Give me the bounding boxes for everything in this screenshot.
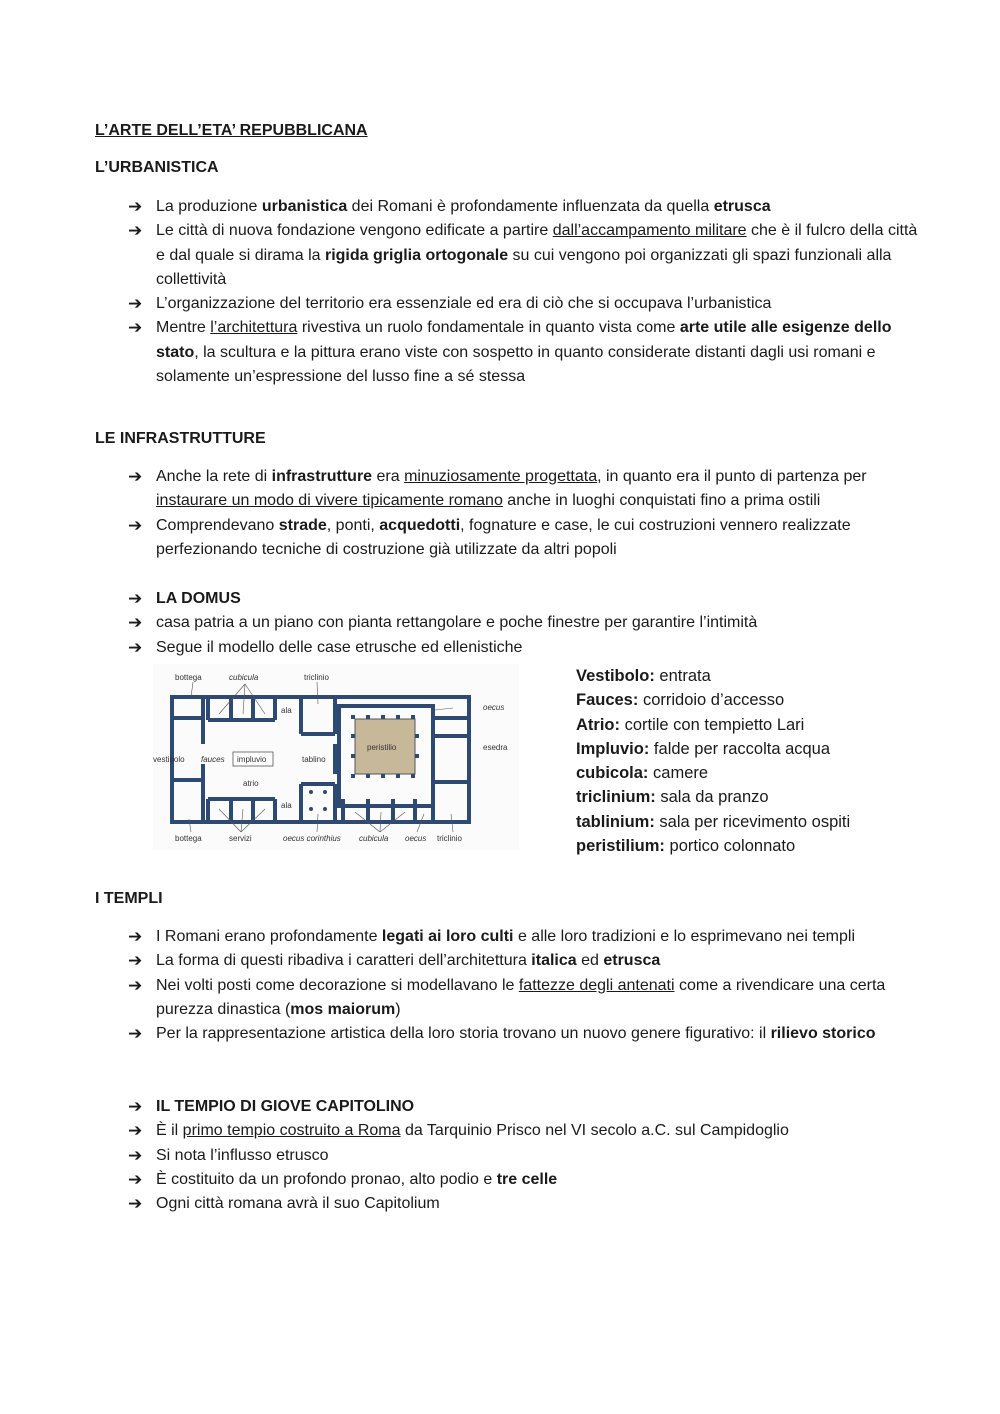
plan-label-peristilio: peristilio	[367, 743, 397, 752]
list-item: ➔ Nei volti posti come decorazione si modellavano le fattezze degli antenati come a rivendicare una certa purezza dinastica (mos maiorum)	[128, 975, 886, 1018]
floor-plan-diagram	[153, 664, 519, 850]
arrow-icon: ➔	[128, 318, 143, 338]
definition-item: Fauces: corridoio d’accesso	[576, 691, 785, 710]
definition-item: Impluvio: falde per raccolta acqua	[576, 739, 831, 758]
plan-label-triclinio-bottom: triclinio	[437, 834, 462, 843]
list-item: ➔ Mentre l’architettura rivestiva un ruolo fondamentale in quanto vista come arte utile alle esigenze dello stato, la scultura e la pittura erano viste con sospetto in quanto considerate distanti dagli usi romani e solamente un’espressione del lusso fine a sé stessa	[128, 318, 892, 386]
list-item: ➔ L’organizzazione del territorio era essenziale ed era di ciò che si occupava l’urbanistica	[128, 292, 918, 316]
list-domus	[128, 587, 918, 660]
list-item	[128, 587, 918, 611]
definition-item: Atrio: cortile con tempietto Lari	[576, 715, 805, 734]
arrow-icon: ➔	[128, 1121, 143, 1141]
list-item: ➔ È costituito da un profondo pronao, alto podio e tre celle	[128, 1168, 918, 1192]
list-item: ➔ I Romani erano profondamente legati ai loro culti e alle loro tradizioni e lo esprimevano nei templi	[128, 925, 918, 949]
arrow-icon: ➔	[128, 221, 143, 241]
list-urbanistica	[128, 195, 918, 389]
arrow-icon: ➔	[128, 589, 143, 608]
heading-infrastrutture: LE INFRASTRUTTURE	[95, 430, 266, 447]
plan-label-oecus-corinthius: oecus corinthius	[283, 834, 341, 843]
definition-item: peristilium: portico colonnato	[576, 837, 796, 856]
list-item: ➔ Per la rappresentazione artistica della loro storia trovano un nuovo genere figurativo: il rilievo storico	[128, 1022, 918, 1046]
arrow-icon: ➔	[128, 927, 143, 946]
definition-item: triclinium: sala da pranzo	[576, 788, 769, 807]
plan-label-bottega-bottom: bottega	[175, 834, 202, 843]
definition-item: Vestibolo: entrata	[576, 667, 711, 685]
page-title: L’ARTE DELL’ETA’ REPUBBLICANA	[95, 122, 368, 139]
arrow-icon: ➔	[128, 1097, 143, 1116]
list-item: ➔ È il primo tempio costruito a Roma da Tarquinio Prisco nel VI secolo a.C. sul Campidoglio	[128, 1119, 918, 1143]
plan-label-atrio: atrio	[243, 779, 259, 788]
plan-label-oecus: oecus	[483, 703, 505, 712]
plan-label-ala: ala	[281, 706, 292, 715]
list-item: ➔ Le città di nuova fondazione vengono edificate a partire dall’accampamento militare che è il fulcro della città e dal quale si dirama la rigida griglia ortogonale su cui vengono poi organizzati gli spazi funzionali alla collettività	[128, 221, 918, 288]
plan-label-ala-bottom: ala	[281, 801, 292, 810]
list-tempio-giove	[128, 1095, 918, 1216]
definition-item: cubicola: camere	[576, 764, 709, 783]
plan-label-tablino: tablino	[302, 755, 326, 764]
heading-domus: LA DOMUS	[156, 590, 241, 607]
list-templi	[128, 925, 918, 1046]
plan-label-fauces: fauces	[201, 755, 225, 764]
arrow-icon: ➔	[128, 975, 143, 995]
definition-item: tablinium: sala per ricevimento ospiti	[576, 812, 851, 831]
list-item: ➔ Anche la rete di infrastrutture era minuziosamente progettata, in quanto era il punto di partenza per instaurare un modo di vivere tipicamente romano anche in luoghi conquistati fino a prima ostili	[128, 467, 867, 510]
arrow-icon: ➔	[128, 197, 143, 216]
list-infrastrutture	[128, 465, 918, 562]
plan-label-vestibolo: vestibolo	[153, 755, 185, 764]
plan-label-esedra: esedra	[483, 743, 508, 752]
list-item: ➔ Ogni città romana avrà il suo Capitolium	[128, 1192, 918, 1216]
list-item: ➔ Si nota l’influsso etrusco	[128, 1144, 918, 1168]
list-item: ➔ Comprendevano strade, ponti, acquedotti, fognature e case, le cui costruzioni vennero realizzate perfezionando tecniche di costruzione già utilizzate da altri popoli	[128, 515, 851, 558]
plan-label-impluvio: impluvio	[237, 755, 267, 764]
plan-label-bottega: bottega	[175, 673, 202, 682]
arrow-icon: ➔	[128, 613, 143, 633]
domus-definitions	[576, 664, 850, 858]
list-item: ➔ Segue il modello delle case etrusche ed ellenistiche	[128, 636, 918, 660]
arrow-icon: ➔	[128, 1024, 143, 1044]
list-item: ➔ La forma di questi ribadiva i caratteri dell’architettura italica ed etrusca	[128, 949, 918, 973]
arrow-icon: ➔	[128, 1145, 143, 1165]
arrow-icon: ➔	[128, 294, 143, 314]
plan-label-cubicula: cubicula	[229, 673, 259, 682]
arrow-icon: ➔	[128, 1169, 143, 1189]
arrow-icon: ➔	[128, 515, 143, 535]
arrow-icon: ➔	[128, 467, 143, 486]
heading-tempio-giove: IL TEMPIO DI GIOVE CAPITOLINO	[156, 1098, 415, 1115]
heading-templi: I TEMPLI	[95, 890, 163, 907]
heading-urbanistica: L’URBANISTICA	[95, 159, 219, 176]
plan-label-cubicula-bottom: cubicula	[359, 834, 389, 843]
list-item	[128, 1095, 918, 1119]
plan-label-oecus-bottom: oecus	[405, 834, 427, 843]
arrow-icon: ➔	[128, 637, 143, 657]
list-item: ➔ casa patria a un piano con pianta rettangolare e poche finestre per garantire l’intimità	[128, 611, 918, 635]
arrow-icon: ➔	[128, 1194, 143, 1214]
list-item: ➔ La produzione urbanistica dei Romani è profondamente influenzata da quella etrusca	[128, 195, 918, 219]
arrow-icon: ➔	[128, 951, 143, 971]
domus-floor-plan	[153, 664, 519, 850]
plan-label-servizi: servizi	[229, 834, 252, 843]
plan-label-triclinio: triclinio	[304, 673, 329, 682]
